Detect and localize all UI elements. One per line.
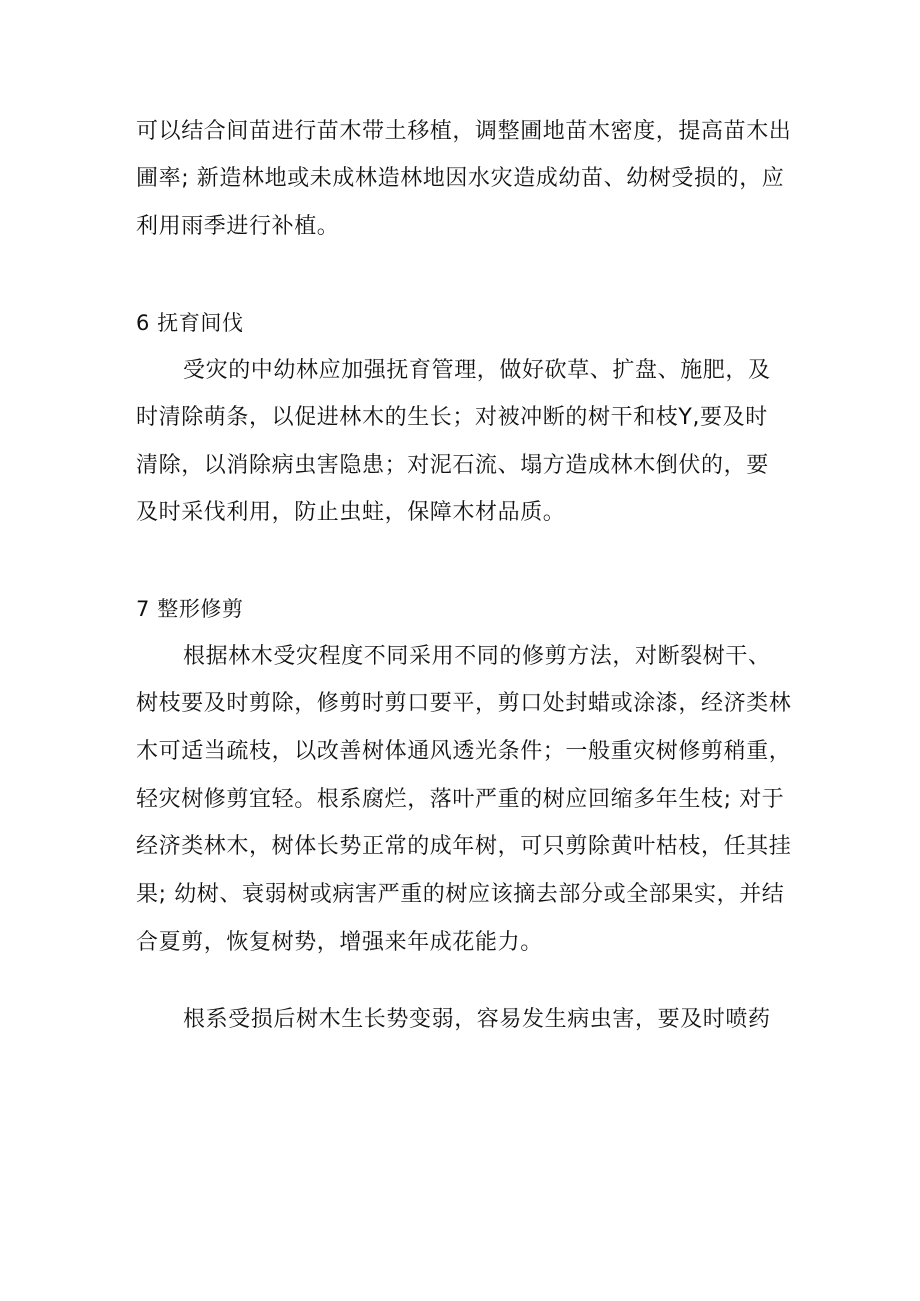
paragraph-line: 经济类林木，树体长势正常的成年树，可只剪除黄叶枯枝，任其挂 <box>136 834 792 859</box>
paragraph-line: 清除，以消除病虫害隐患；对泥石流、塌方造成林木倒伏的，要 <box>136 453 769 478</box>
section-heading-6: 6 抚育间伐 <box>136 311 244 335</box>
paragraph-line: 果; 幼树、衰弱树或病害严重的树应该摘去部分或全部果实，并结 <box>136 882 785 907</box>
paragraph-line: 根系受损后树木生长势变弱，容易发生病虫害，要及时喷药 <box>183 1007 771 1032</box>
paragraph-line: 圃率; 新造林地或未成林造林地因水灾造成幼苗、幼树受损的，应 <box>136 166 785 191</box>
paragraph-line: 根据林木受灾程度不同采用不同的修剪方法，对断裂树干、 <box>183 644 771 669</box>
paragraph-line: 轻灾树修剪宜轻。根系腐烂，落叶严重的树应回缩多年生枝; 对于 <box>136 787 785 812</box>
paragraph-line: 可以结合间苗进行苗木带土移植，调整圃地苗木密度，提高苗木出 <box>136 119 792 144</box>
paragraph-line: 时清除萌条，以促进林木的生长；对被冲断的树干和枝Y,要及时 <box>136 405 768 430</box>
paragraph-line: 木可适当疏枝，以改善树体通风透光条件；一般重灾树修剪稍重， <box>136 739 792 764</box>
paragraph-line: 合夏剪，恢复树势，增强来年成花能力。 <box>136 930 543 955</box>
section-heading-7: 7 整形修剪 <box>136 597 244 621</box>
paragraph-line: 及时采伐利用，防止虫蛀，保障木材品质。 <box>136 500 566 525</box>
paragraph-line: 利用雨季进行补植。 <box>136 214 340 239</box>
paragraph-line: 受灾的中幼林应加强抚育管理，做好砍草、扩盘、施肥，及 <box>183 358 771 383</box>
paragraph-line: 树枝要及时剪除，修剪时剪口要平，剪口处封蜡或涂漆，经济类林 <box>136 691 792 716</box>
